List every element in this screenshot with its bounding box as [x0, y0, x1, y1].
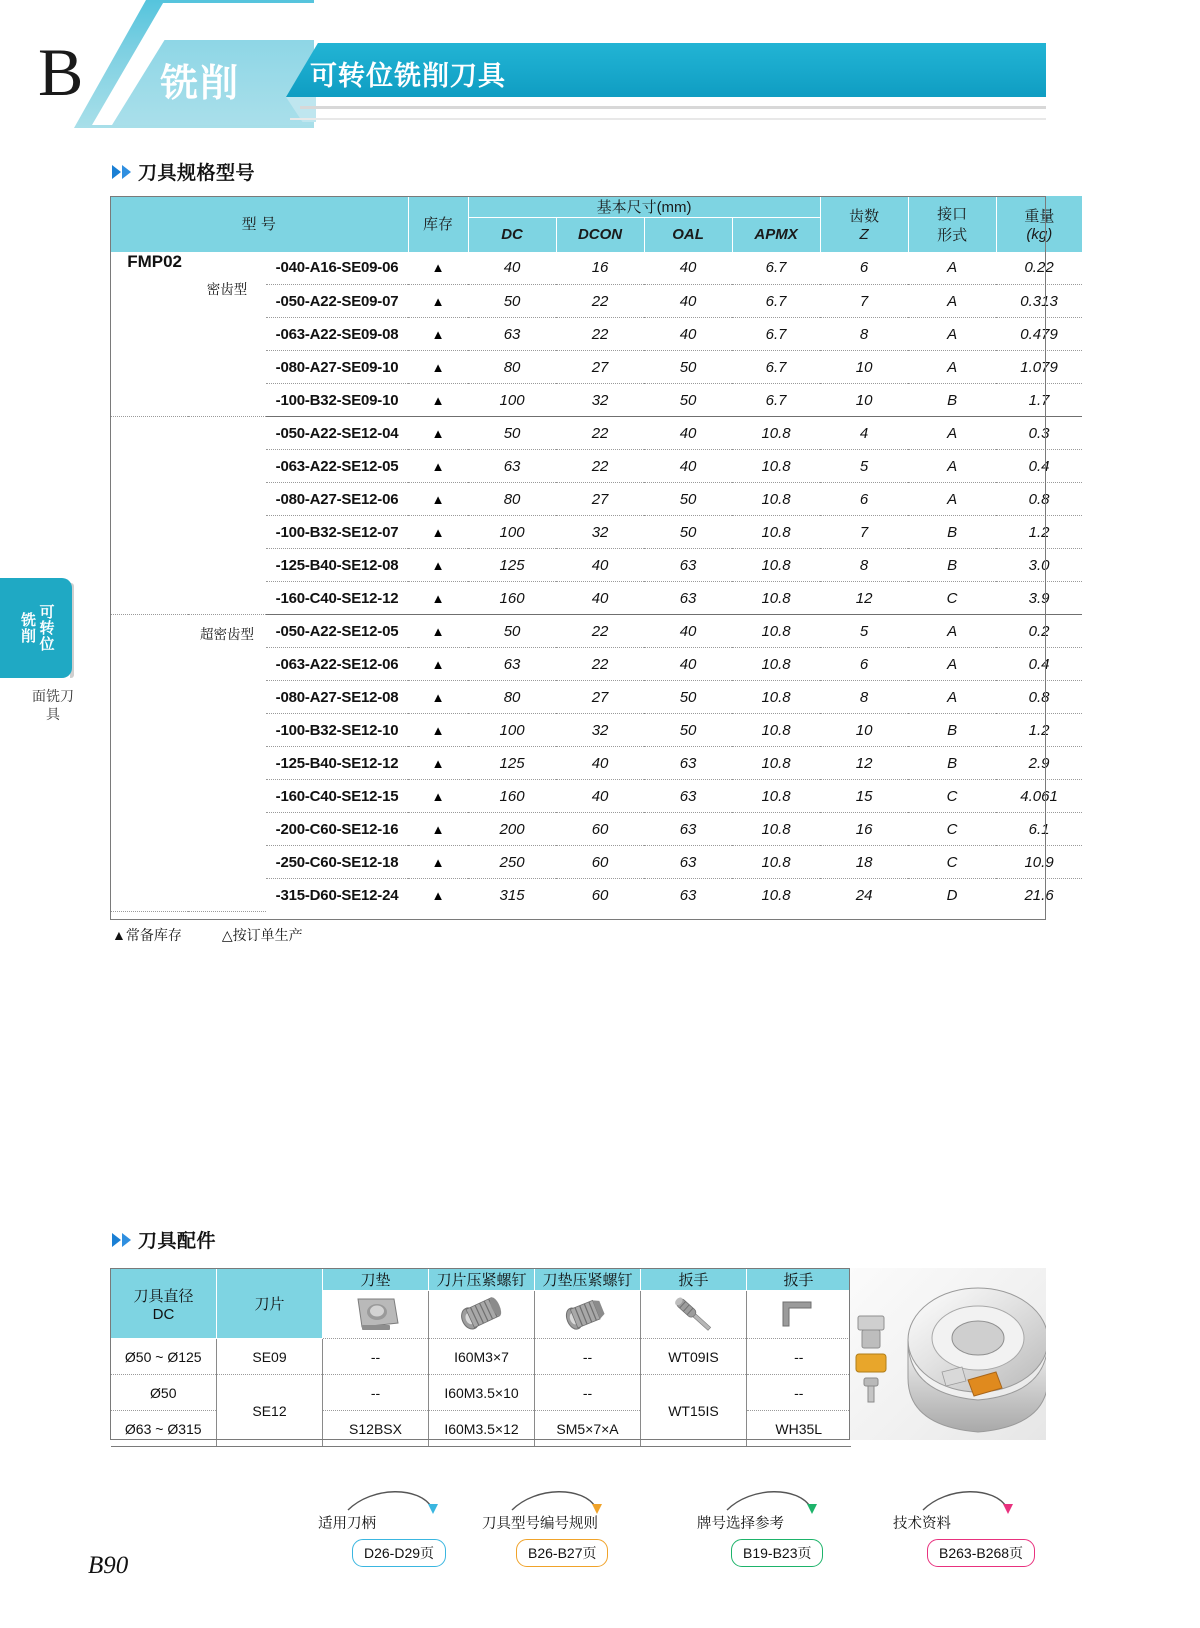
cell-stock: ▲: [408, 285, 468, 318]
cell-shim: --: [323, 1375, 429, 1411]
cell-wrench1: WT15IS: [641, 1375, 747, 1447]
cell-dc: 100: [468, 714, 556, 747]
cell-dcon: 32: [556, 516, 644, 549]
accessories-header-row-1: [111, 1269, 851, 1291]
cell-interface: C: [908, 813, 996, 846]
series-spacer: [110, 417, 188, 615]
cell-model: -050-A22-SE12-04: [266, 417, 408, 450]
cell-stock: ▲: [408, 681, 468, 714]
cell-interface: A: [908, 351, 996, 384]
hex-key-icon: [771, 1292, 827, 1334]
cell-dc: 40: [468, 252, 556, 285]
accessories-section-title-text: 刀具配件: [138, 1231, 217, 1252]
cell-weight: 4.061: [996, 780, 1082, 813]
cell-weight: 6.1: [996, 813, 1082, 846]
cell-teeth: 8: [820, 681, 908, 714]
cell-interface: B: [908, 384, 996, 417]
cell-interface: A: [908, 615, 996, 648]
cell-model: -100-B32-SE09-10: [266, 384, 408, 417]
insert-shim-icon: [350, 1293, 402, 1333]
cell-dc: 125: [468, 747, 556, 780]
acc-col-header-wrench2: 扳手: [747, 1269, 851, 1291]
cell-teeth: 6: [820, 648, 908, 681]
cell-oal: 63: [679, 886, 697, 904]
cell-weight: 0.313: [996, 285, 1082, 318]
spec-table-head: [110, 196, 1082, 252]
cell-dc: 80: [468, 483, 556, 516]
col-header-interface-l1: 接口: [937, 205, 968, 223]
cell-apmx: 10.8: [761, 886, 791, 904]
cell-apmx: 10.8: [732, 549, 820, 582]
footer-link-pages[interactable]: B263-B268页: [927, 1539, 1035, 1567]
acc-col-header-insert: 刀片: [217, 1269, 323, 1339]
col-header-interface-l2: 形式: [937, 226, 968, 244]
cell-apmx: 10.8: [732, 780, 820, 813]
cell-oal: 40: [644, 318, 732, 351]
cell-interface: B: [908, 516, 996, 549]
footer-link-pages[interactable]: D26-D29页: [352, 1539, 446, 1567]
cell-interface: A: [908, 648, 996, 681]
cell-dcon: 40: [556, 747, 644, 780]
cell-dcon: 27: [556, 351, 644, 384]
cell-stock: ▲: [408, 549, 468, 582]
cell-stock: ▲: [408, 780, 468, 813]
col-header-weight-l1: 重量: [1024, 207, 1055, 225]
cell-apmx: 6.7: [732, 285, 820, 318]
cell-stock: ▲: [408, 747, 468, 780]
col-header-teeth: [820, 196, 908, 252]
torx-driver-icon: [664, 1291, 724, 1335]
cell-apmx: 10.8: [732, 417, 820, 450]
cell-interface: B: [908, 714, 996, 747]
cell-weight: 1.2: [996, 516, 1082, 549]
cell-teeth: 7: [820, 285, 908, 318]
col-header-dc: DC: [468, 218, 556, 252]
cell-apmx: 10.8: [732, 747, 820, 780]
footer-link[interactable]: [318, 1512, 446, 1567]
footer-link-pages[interactable]: B26-B27页: [516, 1539, 608, 1567]
cell-stock: ▲: [408, 582, 468, 615]
cell-insert: SE12: [217, 1375, 323, 1447]
footer-link[interactable]: [697, 1512, 823, 1567]
cell-teeth: 18: [820, 846, 908, 879]
cell-teeth: 10: [820, 351, 908, 384]
curved-arrow-icon: [723, 1488, 833, 1514]
cell-dcon: 60: [556, 813, 644, 846]
accessories-table-head: [111, 1269, 851, 1339]
cell-teeth: 8: [820, 549, 908, 582]
table-row: [110, 252, 1082, 285]
cell-oal: 40: [644, 615, 732, 648]
cell-dc: 50: [468, 285, 556, 318]
cell-weight: 0.3: [996, 417, 1082, 450]
cell-model: -080-A27-SE12-06: [266, 483, 408, 516]
cell-dcon: 27: [556, 483, 644, 516]
cell-insert-screw: I60M3.5×10: [429, 1375, 535, 1411]
cell-interface: A: [908, 285, 996, 318]
footer-link-label: 牌号选择参考: [697, 1516, 784, 1532]
accessories-table-container: [110, 1268, 850, 1447]
col-header-dims-group: 基本尺寸(mm): [468, 196, 820, 218]
col-header-weight-l2: (kg): [1026, 225, 1053, 243]
cell-apmx: 10.8: [732, 681, 820, 714]
footer-link-label: 适用刀柄: [318, 1516, 376, 1532]
cell-dc: 100: [468, 384, 556, 417]
cell-shim-screw: --: [535, 1375, 641, 1411]
spec-table-body: [110, 252, 1082, 912]
acc-col-header-dc-l2: DC: [152, 1305, 175, 1323]
header-category-label: 铣削: [160, 63, 241, 105]
cell-apmx: 10.8: [732, 714, 820, 747]
cell-shim: --: [323, 1339, 429, 1375]
acc-col-header-dc-l1: 刀具直径: [133, 1287, 194, 1305]
cell-dc: 315: [499, 886, 525, 904]
col-header-model: 型 号: [110, 196, 408, 252]
cell-oal: 40: [644, 417, 732, 450]
cell-dcon: 40: [556, 549, 644, 582]
cell-stock: ▲: [408, 318, 468, 351]
cell-apmx: 6.7: [732, 318, 820, 351]
cell-dc: 63: [468, 318, 556, 351]
cell-model: -160-C40-SE12-15: [266, 780, 408, 813]
group-label: 超密齿型: [188, 615, 266, 912]
cell-insert: SE09: [217, 1339, 323, 1375]
legend-in-stock: ▲常备库存: [112, 927, 182, 943]
cell-model: -063-A22-SE09-08: [266, 318, 408, 351]
cell-dcon: 40: [556, 582, 644, 615]
cell-model: -200-C60-SE12-16: [266, 813, 408, 846]
cell-interface: C: [908, 780, 996, 813]
cell-teeth: 10: [820, 384, 908, 417]
col-header-interface: [908, 196, 996, 252]
cell-stock: ▲: [408, 615, 468, 648]
cell-apmx: 6.7: [732, 384, 820, 417]
footer-link[interactable]: [893, 1512, 1035, 1567]
spec-table-legend: [112, 925, 303, 945]
col-header-weight: [996, 196, 1082, 252]
cell-teeth: 6: [820, 252, 908, 285]
cell-weight: 3.0: [996, 549, 1082, 582]
cell-weight: 1.7: [996, 384, 1082, 417]
acc-col-header-wrench1: 扳手: [641, 1269, 747, 1291]
double-arrow-icon: [112, 165, 131, 179]
cell-dcon: 40: [556, 780, 644, 813]
side-tab-line2: 铣削: [19, 612, 36, 644]
cell-teeth: 5: [820, 450, 908, 483]
cell-dcon: 22: [556, 648, 644, 681]
wrench2-icon-cell: [747, 1291, 851, 1339]
cell-dc: 250: [468, 846, 556, 879]
cell-weight: 0.8: [996, 483, 1082, 516]
cell-model: -040-A16-SE09-06: [266, 252, 408, 285]
cell-oal: 63: [644, 846, 732, 879]
cell-teeth: 4: [820, 417, 908, 450]
cell-dcon: 60: [556, 846, 644, 879]
cell-dc: 50: [468, 615, 556, 648]
col-header-stock: 库存: [408, 196, 468, 252]
cell-shim-screw: SM5×7×A: [535, 1411, 641, 1447]
cell-apmx: 10.8: [732, 516, 820, 549]
cell-teeth: 24: [855, 886, 873, 904]
cell-dc: 63: [468, 648, 556, 681]
shim-screw-icon-cell: [535, 1291, 641, 1339]
acc-col-header-shim-screw: 刀垫压紧螺钉: [535, 1269, 641, 1291]
cell-interface: A: [908, 681, 996, 714]
footer-link-label: 技术资料: [893, 1516, 951, 1532]
footer-link-label: 刀具型号编号规则: [482, 1516, 598, 1532]
accessories-table: [110, 1268, 851, 1447]
cell-dc: 63: [468, 450, 556, 483]
side-tab-subtitle: 面铣刀具: [32, 688, 74, 722]
cell-stock: ▲: [408, 846, 468, 879]
header-rule-1: [300, 106, 1046, 109]
cell-teeth: 7: [820, 516, 908, 549]
cell-weight: 0.479: [996, 318, 1082, 351]
curved-arrow-icon: [919, 1488, 1029, 1514]
cell-dc: 80: [468, 351, 556, 384]
cell-oal: 50: [644, 516, 732, 549]
cell-weight: 1.079: [996, 351, 1082, 384]
cell-model: -050-A22-SE12-05: [266, 615, 408, 648]
cell-dcon: 27: [556, 681, 644, 714]
cell-model: -063-A22-SE12-05: [266, 450, 408, 483]
series-spacer: [110, 615, 188, 912]
cell-oal: 50: [644, 384, 732, 417]
cell-weight: 0.22: [996, 252, 1082, 285]
cell-weight: 2.9: [996, 747, 1082, 780]
cell-apmx: 6.7: [732, 351, 820, 384]
cell-interface: B: [908, 549, 996, 582]
cell-oal: 50: [644, 681, 732, 714]
cell-dcon: 22: [556, 285, 644, 318]
cell-shim: S12BSX: [323, 1411, 429, 1447]
cell-stock: ▲: [408, 813, 468, 846]
cell-stock: ▲: [408, 384, 468, 417]
col-header-oal: OAL: [644, 218, 732, 252]
cell-teeth: 5: [820, 615, 908, 648]
cell-interface: A: [908, 450, 996, 483]
cell-weight: 3.9: [996, 582, 1082, 615]
cell-model: -100-B32-SE12-10: [266, 714, 408, 747]
wrench1-icon-cell: [641, 1291, 747, 1339]
cell-apmx: 10.8: [732, 582, 820, 615]
cell-interface: C: [908, 846, 996, 879]
cell-stock: ▲: [408, 648, 468, 681]
product-photo: [850, 1268, 1046, 1440]
shim-screw-icon: [559, 1292, 617, 1334]
cell-oal: 40: [644, 252, 732, 285]
cell-teeth: 12: [820, 582, 908, 615]
table-row: [111, 1339, 851, 1375]
spec-section-title-text: 刀具规格型号: [138, 163, 256, 184]
page-number: B90: [88, 1552, 129, 1579]
legend-made-to-order: △按订单生产: [221, 927, 303, 943]
cell-apmx: 10.8: [732, 648, 820, 681]
cell-apmx: 6.7: [732, 252, 820, 285]
cell-dc: 50: [468, 417, 556, 450]
cell-stock: ▲: [408, 483, 468, 516]
cell-dc: Ø63 ~ Ø315: [111, 1411, 217, 1447]
accessories-section-title: [112, 1226, 216, 1253]
cell-insert-screw: I60M3×7: [429, 1339, 535, 1375]
acc-col-header-insert-screw: 刀片压紧螺钉: [429, 1269, 535, 1291]
cell-weight: 21.6: [1024, 886, 1054, 904]
acc-col-header-dc: [111, 1269, 217, 1339]
cell-weight: 0.8: [996, 681, 1082, 714]
cell-apmx: 10.8: [732, 450, 820, 483]
cell-dc: 125: [468, 549, 556, 582]
cell-interface: D: [946, 886, 958, 904]
accessories-table-body: [111, 1339, 851, 1447]
spec-section-title: [112, 158, 255, 185]
side-tab-indexing-milling[interactable]: [0, 578, 72, 678]
footer-link[interactable]: [482, 1512, 608, 1567]
cell-dcon: 22: [556, 417, 644, 450]
cell-dc: 160: [468, 582, 556, 615]
cell-dc: 100: [468, 516, 556, 549]
cell-stock: ▲: [408, 714, 468, 747]
cell-model: -250-C60-SE12-18: [266, 846, 408, 879]
cell-apmx: 10.8: [732, 615, 820, 648]
cell-oal: 50: [644, 483, 732, 516]
cell-stock: ▲: [408, 417, 468, 450]
group-label: 密齿型: [188, 252, 266, 417]
cell-dc: 200: [468, 813, 556, 846]
cell-dcon: 60: [591, 886, 609, 904]
table-row: [110, 417, 1082, 450]
cell-teeth: 8: [820, 318, 908, 351]
col-header-apmx: APMX: [732, 218, 820, 252]
cell-stock: ▲: [431, 887, 445, 903]
cell-dcon: 32: [556, 384, 644, 417]
cell-oal: 50: [644, 351, 732, 384]
col-header-teeth-l1: 齿数: [849, 207, 880, 225]
spec-table-container: [110, 196, 1058, 912]
cell-apmx: 10.8: [732, 846, 820, 879]
acc-col-header-shim: 刀垫: [323, 1269, 429, 1291]
cell-interface: A: [908, 417, 996, 450]
double-arrow-icon: [112, 1233, 131, 1247]
cell-dcon: 22: [556, 615, 644, 648]
cell-wrench1: WT09IS: [641, 1339, 747, 1375]
cell-weight: 0.4: [996, 648, 1082, 681]
cell-dcon: 22: [556, 450, 644, 483]
cell-model: -080-A27-SE09-10: [266, 351, 408, 384]
insert-screw-icon-cell: [429, 1291, 535, 1339]
cell-oal: 63: [644, 747, 732, 780]
cell-weight: 0.4: [996, 450, 1082, 483]
cell-oal: 40: [644, 648, 732, 681]
cell-dc: 160: [468, 780, 556, 813]
cell-teeth: 6: [820, 483, 908, 516]
curved-arrow-icon: [508, 1488, 618, 1514]
torx-screw-icon: [451, 1292, 513, 1334]
cell-dcon: 22: [556, 318, 644, 351]
cell-dc: 80: [468, 681, 556, 714]
header-rule-2: [290, 118, 1046, 120]
cell-dcon: 16: [556, 252, 644, 285]
cell-oal: 63: [644, 813, 732, 846]
cell-apmx: 10.8: [732, 813, 820, 846]
page-header: [0, 0, 1200, 140]
cell-dc: Ø50 ~ Ø125: [111, 1339, 217, 1375]
cell-stock: ▲: [408, 351, 468, 384]
cell-model: -063-A22-SE12-06: [266, 648, 408, 681]
cell-oal: 63: [644, 582, 732, 615]
cell-interface: B: [908, 747, 996, 780]
cell-oal: 40: [644, 285, 732, 318]
cell-model: -125-B40-SE12-12: [266, 747, 408, 780]
cell-model: -050-A22-SE09-07: [266, 285, 408, 318]
cell-teeth: 16: [820, 813, 908, 846]
cell-model: -160-C40-SE12-12: [266, 582, 408, 615]
cell-oal: 50: [644, 714, 732, 747]
shim-icon-cell: [323, 1291, 429, 1339]
cell-teeth: 10: [820, 714, 908, 747]
group-label: [188, 417, 266, 615]
curved-arrow-icon: [344, 1488, 454, 1514]
cell-stock: ▲: [408, 252, 468, 285]
col-header-dcon: DCON: [556, 218, 644, 252]
cell-weight: 1.2: [996, 714, 1082, 747]
table-row: [110, 615, 1082, 648]
cell-oal: 40: [644, 450, 732, 483]
cell-model: -125-B40-SE12-08: [266, 549, 408, 582]
cell-wrench2: WH35L: [747, 1411, 851, 1447]
face-mill-cutter-illustration: [850, 1268, 1046, 1440]
cell-teeth: 12: [820, 747, 908, 780]
cell-dc: Ø50: [111, 1375, 217, 1411]
cell-teeth: 15: [820, 780, 908, 813]
cell-insert-screw: I60M3.5×12: [429, 1411, 535, 1447]
table-row: [111, 1375, 851, 1411]
cell-oal: 63: [644, 549, 732, 582]
cell-weight: 0.2: [996, 615, 1082, 648]
page-title: 可转位铣削刀具: [310, 61, 506, 91]
cell-wrench2: --: [747, 1339, 851, 1375]
cell-model: -080-A27-SE12-08: [266, 681, 408, 714]
footer-link-pages[interactable]: B19-B23页: [731, 1539, 823, 1567]
cell-interface: A: [908, 318, 996, 351]
cell-oal: 63: [644, 780, 732, 813]
section-letter: B: [38, 34, 84, 110]
col-header-teeth-l2: Z: [859, 225, 869, 243]
cell-stock: ▲: [408, 516, 468, 549]
cell-weight: 10.9: [996, 846, 1082, 879]
cell-interface: C: [908, 582, 996, 615]
series-code: FMP02: [110, 252, 188, 417]
cell-model: -315-D60-SE12-24: [275, 886, 399, 904]
cell-interface: A: [908, 483, 996, 516]
cell-wrench2: --: [747, 1375, 851, 1411]
side-tab-line1: 可转位: [37, 604, 55, 652]
spec-table: [110, 196, 1082, 912]
cell-stock: ▲: [408, 450, 468, 483]
cell-shim-screw: --: [535, 1339, 641, 1375]
cell-apmx: 10.8: [732, 483, 820, 516]
cell-interface: A: [908, 252, 996, 285]
cell-model: -100-B32-SE12-07: [266, 516, 408, 549]
cell-dcon: 32: [556, 714, 644, 747]
spec-header-row-1: [110, 196, 1082, 218]
